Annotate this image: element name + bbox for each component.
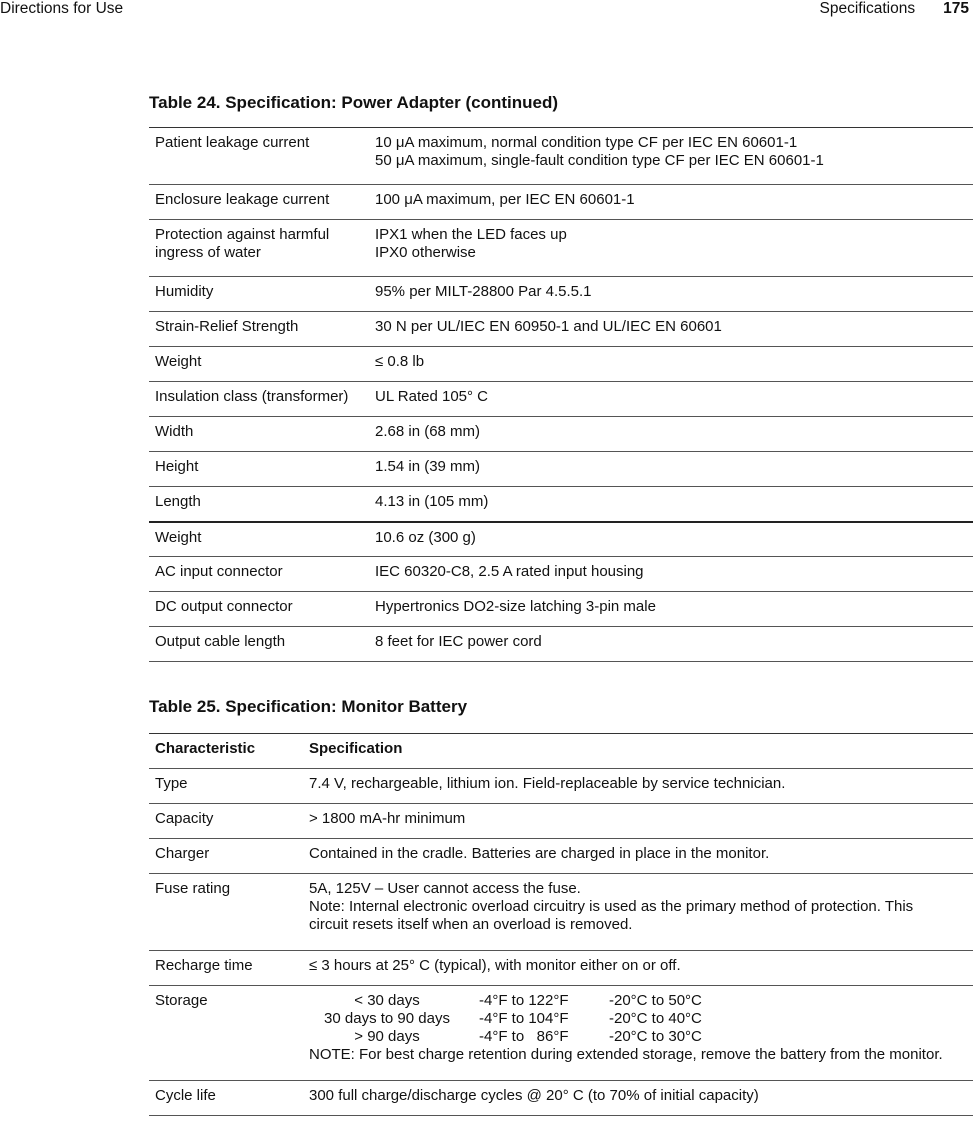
column-header: Specification [309, 740, 403, 757]
value-line: 10 μA maximum, normal condition type CF per IEC EN 60601-1 [375, 134, 798, 151]
row-value [369, 128, 973, 185]
table-row [149, 347, 973, 382]
table-row [149, 627, 973, 662]
row-key: Insulation class (transformer) [155, 388, 349, 405]
row-key: Width [155, 423, 194, 440]
row-key: Patient leakage current [155, 134, 310, 151]
row-value [303, 986, 973, 1081]
row-key: Fuse rating [155, 880, 231, 897]
table-row [149, 452, 973, 487]
row-key: Weight [155, 353, 202, 370]
row-key: AC input connector [155, 563, 283, 580]
table-row [149, 487, 973, 522]
row-value: 2.68 in (68 mm) [375, 423, 481, 440]
table-row [149, 592, 973, 627]
row-key: DC output connector [155, 598, 293, 615]
row-value: ≤ 3 hours at 25° C (typical), with monitor either on or off. [309, 957, 681, 974]
value-line: circuit resets itself when an overload is removed. [309, 916, 633, 933]
value-line: IPX1 when the LED faces up [375, 226, 567, 243]
row-key: Humidity [155, 283, 214, 300]
row-value: 30 N per UL/IEC EN 60950-1 and UL/IEC EN 60601 [375, 318, 722, 335]
storage-period: 30 days to 90 days [324, 1010, 450, 1027]
table-25-title: Table 25. Specification: Monitor Battery [149, 697, 468, 716]
table-row [149, 277, 973, 312]
key-line: ingress of water [155, 244, 261, 261]
table-row [149, 951, 973, 986]
table-row [149, 769, 973, 804]
row-value: UL Rated 105° C [375, 388, 489, 405]
key-line: Protection against harmful [155, 226, 330, 243]
row-key: Output cable length [155, 633, 286, 650]
row-key: Storage [155, 992, 208, 1009]
running-header-section [819, 0, 969, 18]
table-row [149, 1081, 973, 1116]
value-line: IPX0 otherwise [375, 244, 476, 261]
value-line: 5A, 125V – User cannot access the fuse. [309, 880, 581, 897]
table-25 [149, 733, 973, 1116]
table-header-row [149, 734, 973, 769]
row-key [149, 220, 369, 277]
storage-fahrenheit: -4°F to 122°F [479, 992, 569, 1009]
row-key: Charger [155, 845, 210, 862]
storage-period: > 90 days [354, 1028, 420, 1045]
storage-fahrenheit: -4°F to 104°F [479, 1010, 569, 1027]
storage-grid [309, 992, 967, 1046]
row-value: ≤ 0.8 lb [375, 353, 425, 370]
storage-period: < 30 days [354, 992, 420, 1009]
row-key: Length [155, 493, 201, 510]
row-value: 4.13 in (105 mm) [375, 493, 489, 510]
storage-note: NOTE: For best charge retention during extended storage, remove the battery from the monitor. [309, 1046, 943, 1063]
table-row [149, 986, 973, 1081]
page-number: 175 [943, 0, 969, 17]
row-value: IEC 60320-C8, 2.5 A rated input housing [375, 563, 644, 580]
running-header-title: Directions for Use [0, 0, 124, 17]
row-value: Contained in the cradle. Batteries are charged in place in the monitor. [309, 845, 770, 862]
table-row [149, 522, 973, 557]
storage-celsius: -20°C to 30°C [609, 1028, 702, 1045]
row-key: Capacity [155, 810, 214, 827]
table-row [149, 557, 973, 592]
row-value: 7.4 V, rechargeable, lithium ion. Field-replaceable by service technician. [309, 775, 786, 792]
row-value [369, 220, 973, 277]
table-24-title: Table 24. Specification: Power Adapter (continued) [149, 93, 559, 112]
row-value: 300 full charge/discharge cycles @ 20° C (to 70% of initial capacity) [309, 1087, 759, 1104]
table-row [149, 312, 973, 347]
row-value: 10.6 oz (300 g) [375, 528, 476, 546]
storage-celsius: -20°C to 40°C [609, 1010, 702, 1027]
table-row [149, 874, 973, 951]
section-name: Specifications [819, 0, 916, 17]
row-value: Hypertronics DO2-size latching 3-pin male [375, 598, 656, 615]
storage-celsius: -20°C to 50°C [609, 992, 702, 1009]
row-value: > 1800 mA-hr minimum [309, 810, 466, 827]
table-row [149, 417, 973, 452]
row-value: 8 feet for IEC power cord [375, 633, 542, 650]
row-key: Recharge time [155, 957, 253, 974]
table-row [149, 839, 973, 874]
column-header: Characteristic [155, 740, 256, 757]
row-value [303, 874, 973, 951]
row-key: Height [155, 458, 199, 475]
row-key: Type [155, 775, 188, 792]
row-key: Cycle life [155, 1087, 216, 1104]
table-24 [149, 127, 973, 662]
row-value: 95% per MILT-28800 Par 4.5.5.1 [375, 283, 592, 300]
row-value: 1.54 in (39 mm) [375, 458, 481, 475]
row-value: 100 μA maximum, per IEC EN 60601-1 [375, 191, 635, 208]
table-row [149, 220, 973, 277]
value-line: 50 μA maximum, single-fault condition type CF per IEC EN 60601-1 [375, 152, 824, 169]
value-line: Note: Internal electronic overload circuitry is used as the primary method of protection. This [309, 898, 914, 915]
table-row [149, 185, 973, 220]
row-key: Enclosure leakage current [155, 191, 330, 208]
row-key: Strain-Relief Strength [155, 318, 299, 335]
table-row [149, 382, 973, 417]
table-row [149, 804, 973, 839]
storage-fahrenheit: -4°F to 86°F [479, 1028, 569, 1045]
row-key: Weight [155, 528, 202, 546]
table-row [149, 128, 973, 185]
